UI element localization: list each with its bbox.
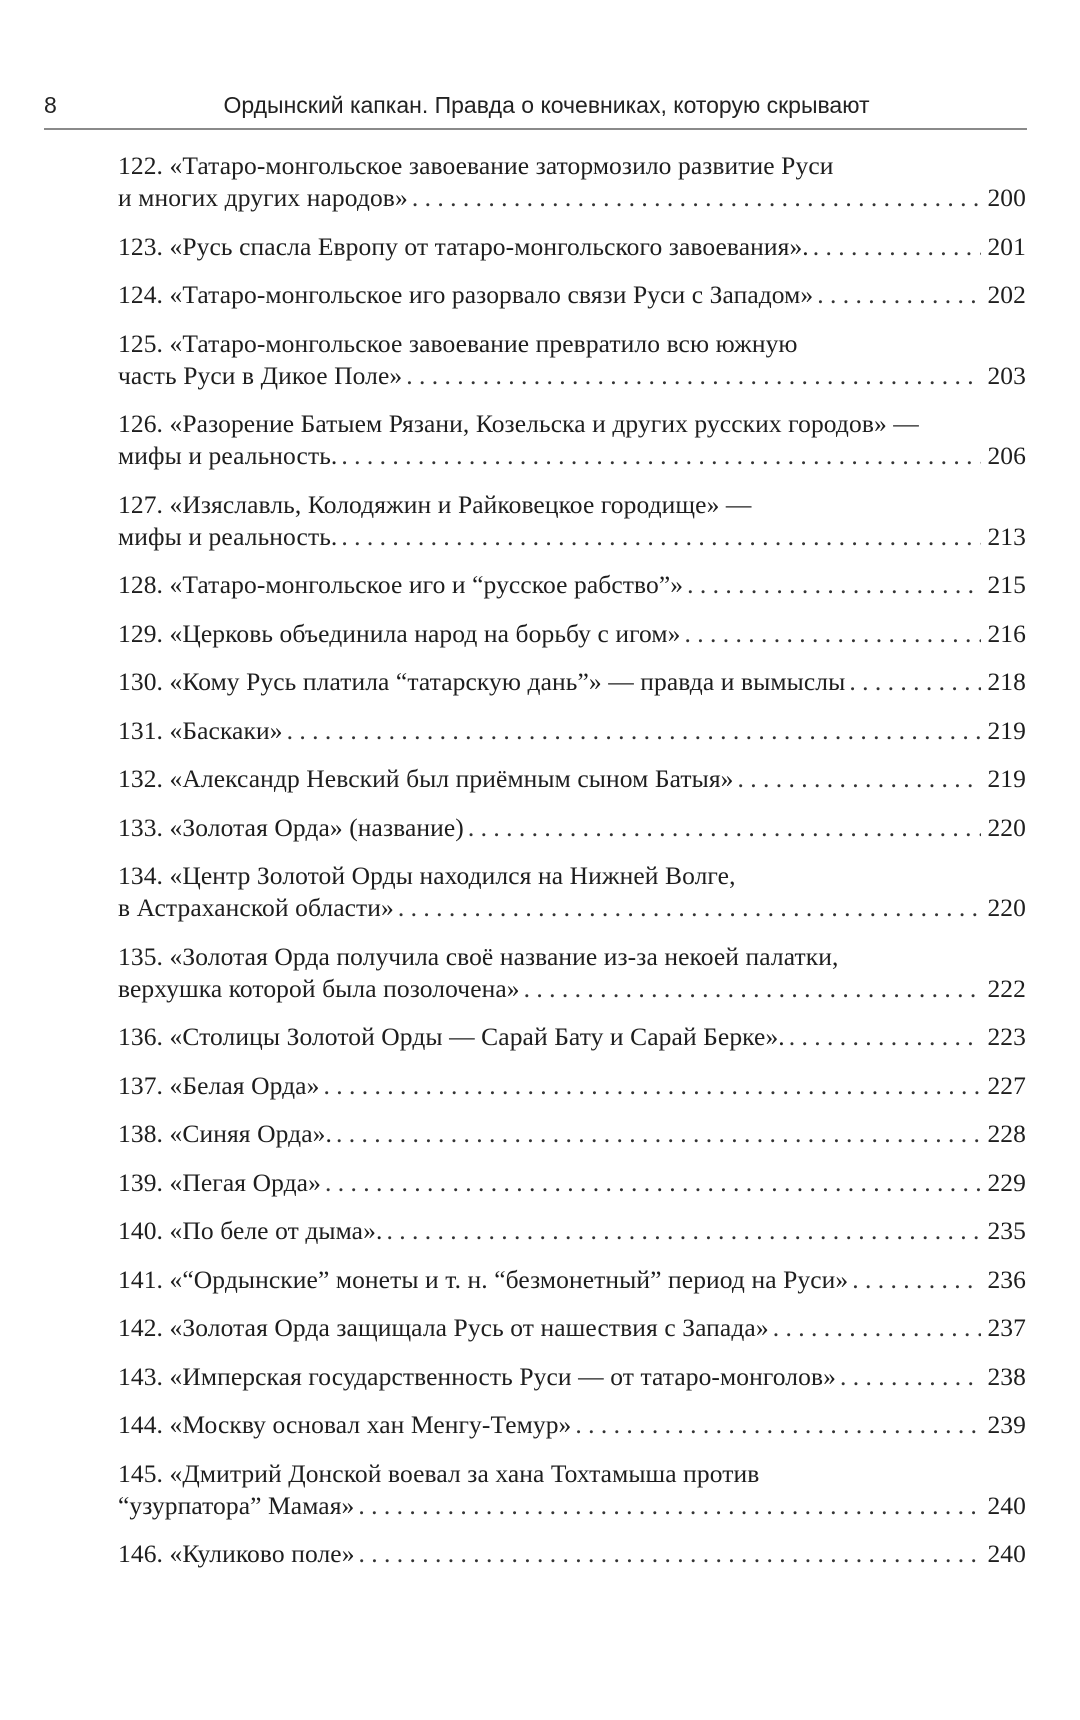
toc-entry-text: мифы и реальность. [118, 441, 338, 470]
toc-entry-text [118, 1021, 785, 1053]
toc-entry-number: 123. [118, 231, 164, 261]
toc-entry [118, 666, 1026, 698]
toc-entry-text [118, 569, 683, 601]
toc-entry-number: 140. [118, 1216, 164, 1245]
toc-page-number: 203 [987, 360, 1026, 390]
dot-leader [817, 279, 981, 311]
toc-entry-number: 142. [118, 1313, 164, 1342]
toc-entry-last-line [118, 360, 1026, 392]
toc-entry [118, 1070, 1026, 1102]
toc-entry-last-line [118, 812, 1026, 844]
toc-entry-number: 143. [118, 1361, 164, 1391]
toc-entry-number: 135. [118, 941, 164, 971]
toc-entry [118, 1538, 1026, 1570]
toc-entry-text [118, 1361, 836, 1393]
toc-page-number: 200 [987, 183, 1026, 212]
dot-leader [359, 1538, 982, 1570]
toc-entry-line [118, 941, 1026, 973]
toc-entry [118, 1264, 1026, 1296]
toc-entry-text [118, 1409, 571, 1441]
toc-entry-text [118, 1538, 355, 1570]
toc-entry-last-line [118, 1118, 1026, 1150]
toc-entry [118, 279, 1026, 311]
toc-entry-title: «Имперская государственность Руси — от татаро-монголов» [169, 1361, 836, 1391]
toc-entry [118, 489, 1026, 553]
toc-entry-title: «Пегая Орда» [169, 1167, 321, 1197]
toc-entry-line [118, 408, 1026, 440]
toc-entry-number: 145. [118, 1458, 164, 1488]
toc-entry-number: 146. [118, 1539, 164, 1568]
toc-entry-title: «Татаро-монгольское иго разорвало связи Руси с Западом» [169, 280, 814, 309]
dot-leader [852, 1264, 981, 1296]
toc-page-number: 206 [987, 441, 1026, 470]
toc-entry-title: «Центр Золотой Орды находился на Нижней Волге, [169, 861, 736, 890]
page-number: 8 [44, 92, 57, 118]
toc-entry-text: верхушка которой была позолочена» [118, 973, 520, 1003]
toc-entry-last-line [118, 1538, 1026, 1570]
toc-entry-text [118, 1167, 321, 1199]
toc-entry [118, 328, 1026, 392]
toc-entry-title: «“Ордынские” монеты и т. н. “безмонетный” период на Руси» [169, 1264, 849, 1294]
toc-entry-number: 125. [118, 328, 164, 358]
toc-entry [118, 715, 1026, 747]
toc-entry-last-line [118, 1490, 1026, 1522]
toc-entry-line [118, 150, 1026, 182]
toc-entry [118, 812, 1026, 844]
toc-entry-last-line [118, 1409, 1026, 1441]
toc-entry-text: в Астраханской области» [118, 893, 394, 922]
dot-leader [336, 1118, 981, 1150]
toc-page-number: 220 [987, 812, 1026, 842]
toc-entry-number: 134. [118, 861, 164, 890]
toc-page-number: 227 [987, 1070, 1026, 1100]
toc-entry-title: «Татаро-монгольское завоевание превратило всю южную [169, 328, 798, 358]
toc-entry [118, 763, 1026, 795]
toc-entry-number: 139. [118, 1167, 164, 1197]
toc-page-number: 201 [987, 231, 1026, 261]
dot-leader [406, 360, 981, 392]
toc-page-number: 235 [987, 1216, 1026, 1245]
dot-leader [325, 1167, 981, 1199]
toc-page-number: 216 [987, 618, 1026, 648]
toc-entry-title: «Изяславль, Колодяжин и Райковецкое городище» — [169, 489, 752, 519]
toc-entry-last-line [118, 231, 1026, 263]
toc-entry-text [118, 1118, 332, 1150]
toc-entry-line [118, 1458, 1026, 1490]
toc-entry-last-line [118, 440, 1026, 472]
dot-leader [468, 812, 982, 844]
toc-entry [118, 1021, 1026, 1053]
toc-entry-line [118, 328, 1026, 360]
toc-entry-number: 128. [118, 570, 164, 599]
toc-entry-number: 141. [118, 1264, 164, 1294]
dot-leader [412, 182, 982, 214]
toc-entry-number: 130. [118, 667, 164, 696]
toc-entry-title: «Куликово поле» [169, 1539, 355, 1568]
toc-entry-title: «Золотая Орда защищала Русь от нашествия с Запада» [169, 1313, 769, 1342]
toc-entry-title: «Церковь объединила народ на борьбу с игом» [169, 618, 681, 648]
toc-page-number: 236 [987, 1264, 1026, 1294]
toc-entry-last-line [118, 569, 1026, 601]
toc-entry-text [118, 1070, 319, 1102]
toc-entry-last-line [118, 1215, 1026, 1247]
toc-entry-title: «Александр Невский был приёмным сыном Батыя» [169, 764, 734, 793]
toc-entry-last-line [118, 763, 1026, 795]
toc-entry-title: «Белая Орда» [169, 1070, 320, 1100]
toc-entry-last-line [118, 1312, 1026, 1344]
toc-entry-last-line [118, 279, 1026, 311]
toc-entry-text [118, 666, 845, 698]
toc-entry-last-line [118, 892, 1026, 924]
toc-page-number: 228 [987, 1119, 1026, 1148]
toc-page-number: 220 [987, 893, 1026, 922]
toc-entry [118, 1409, 1026, 1441]
toc-entry-title: «Столицы Золотой Орды — Сарай Бату и Сарай Берке». [169, 1022, 785, 1051]
toc-entry [118, 408, 1026, 472]
toc-entry-title: «Баскаки» [169, 715, 283, 745]
toc-page-number: 218 [987, 667, 1026, 696]
toc-entry [118, 618, 1026, 650]
dot-leader [524, 973, 982, 1005]
toc-entry [118, 860, 1026, 924]
toc-entry-number: 131. [118, 715, 164, 745]
toc-page-number: 238 [987, 1361, 1026, 1391]
toc-entry-text [118, 231, 809, 263]
toc-entry-number: 124. [118, 280, 164, 309]
dot-leader [687, 569, 981, 601]
dot-leader [738, 763, 982, 795]
toc-page-number: 229 [987, 1167, 1026, 1197]
toc-entry [118, 150, 1026, 214]
toc-entry [118, 941, 1026, 1005]
toc-entry-number: 129. [118, 618, 164, 648]
toc-entry-title: «Золотая Орда» (название) [169, 812, 464, 842]
toc-entry-number: 144. [118, 1410, 164, 1439]
toc-entry-number: 127. [118, 489, 164, 519]
dot-leader [685, 618, 982, 650]
toc-page-number: 240 [987, 1490, 1026, 1520]
toc-page-number: 222 [987, 973, 1026, 1003]
toc-page-number: 202 [987, 280, 1026, 309]
toc-entry-number: 136. [118, 1022, 164, 1051]
toc-entry-last-line [118, 1361, 1026, 1393]
toc-page-number: 237 [987, 1313, 1026, 1342]
dot-leader [849, 666, 981, 698]
dot-leader [789, 1021, 982, 1053]
toc-entry-number: 137. [118, 1070, 164, 1100]
toc-entry-last-line [118, 666, 1026, 698]
toc-entry-title: «Дмитрий Донской воевал за хана Тохтамыша против [169, 1458, 760, 1488]
toc-entry-text [118, 618, 681, 650]
toc-entry-line [118, 489, 1026, 521]
toc-entry-text [118, 279, 813, 311]
toc-entry [118, 1458, 1026, 1522]
dot-leader [341, 521, 981, 553]
toc-page-number: 213 [987, 521, 1026, 551]
toc-entry-title: «Москву основал хан Менгу-Темур» [169, 1410, 572, 1439]
toc-entry-text [118, 1312, 769, 1344]
toc-entry-text [118, 763, 734, 795]
toc-entry-text: часть Руси в Дикое Поле» [118, 360, 403, 390]
table-of-contents [118, 150, 1026, 1587]
dot-leader [386, 1215, 981, 1247]
toc-entry-text: и многих других народов» [118, 183, 408, 212]
page-header [44, 88, 1027, 130]
running-title: Ордынский капкан. Правда о кочевниках, которую скрывают [223, 92, 870, 118]
dot-leader [341, 440, 981, 472]
toc-entry-last-line [118, 521, 1026, 553]
toc-entry-title: «Татаро-монгольское иго и “русское рабство”» [169, 570, 684, 599]
dot-leader [323, 1070, 981, 1102]
toc-entry [118, 231, 1026, 263]
toc-entry-number: 132. [118, 764, 164, 793]
toc-page-number: 223 [987, 1022, 1026, 1051]
toc-entry-text [118, 715, 283, 747]
toc-entry [118, 1361, 1026, 1393]
toc-entry-title: «Татаро-монгольское завоевание затормозило развитие Руси [169, 151, 834, 180]
toc-entry-text [118, 812, 464, 844]
toc-entry-number: 122. [118, 151, 164, 180]
toc-page-number: 240 [987, 1539, 1026, 1568]
toc-entry-number: 126. [118, 409, 164, 438]
toc-entry-last-line [118, 182, 1026, 214]
toc-entry [118, 1167, 1026, 1199]
toc-entry-text: мифы и реальность. [118, 521, 338, 551]
toc-entry-last-line [118, 618, 1026, 650]
toc-entry-last-line [118, 715, 1026, 747]
toc-entry-title: «Разорение Батыем Рязани, Козельска и других русских городов» — [169, 409, 919, 438]
toc-page-number: 215 [987, 570, 1026, 599]
dot-leader [287, 715, 982, 747]
toc-page-number: 219 [987, 764, 1026, 793]
toc-entry-last-line [118, 973, 1026, 1005]
toc-entry-number: 133. [118, 812, 164, 842]
dot-leader [773, 1312, 982, 1344]
toc-entry-title: «Синяя Орда». [169, 1119, 332, 1148]
toc-entry-text: “узурпатора” Мамая» [118, 1490, 355, 1520]
dot-leader [358, 1490, 981, 1522]
toc-page-number: 219 [987, 715, 1026, 745]
toc-entry [118, 1312, 1026, 1344]
toc-entry-number: 138. [118, 1119, 164, 1148]
toc-entry-line [118, 860, 1026, 892]
dot-leader [840, 1361, 981, 1393]
toc-entry-title: «По беле от дыма». [169, 1216, 383, 1245]
dot-leader [813, 231, 982, 263]
toc-page-number: 239 [987, 1410, 1026, 1439]
toc-entry [118, 1118, 1026, 1150]
toc-entry-text [118, 1264, 848, 1296]
dot-leader [398, 892, 982, 924]
toc-entry [118, 569, 1026, 601]
toc-entry-title: «Кому Русь платила “татарскую дань”» — правда и вымыслы [169, 667, 846, 696]
toc-entry-text [118, 1215, 382, 1247]
toc-entry-title: «Русь спасла Европу от татаро-монгольского завоевания». [169, 231, 809, 261]
toc-entry [118, 1215, 1026, 1247]
toc-entry-last-line [118, 1264, 1026, 1296]
toc-entry-last-line [118, 1070, 1026, 1102]
toc-entry-last-line [118, 1167, 1026, 1199]
toc-entry-title: «Золотая Орда получила своё название из-за некоей палатки, [169, 941, 839, 971]
dot-leader [575, 1409, 981, 1441]
toc-entry-last-line [118, 1021, 1026, 1053]
